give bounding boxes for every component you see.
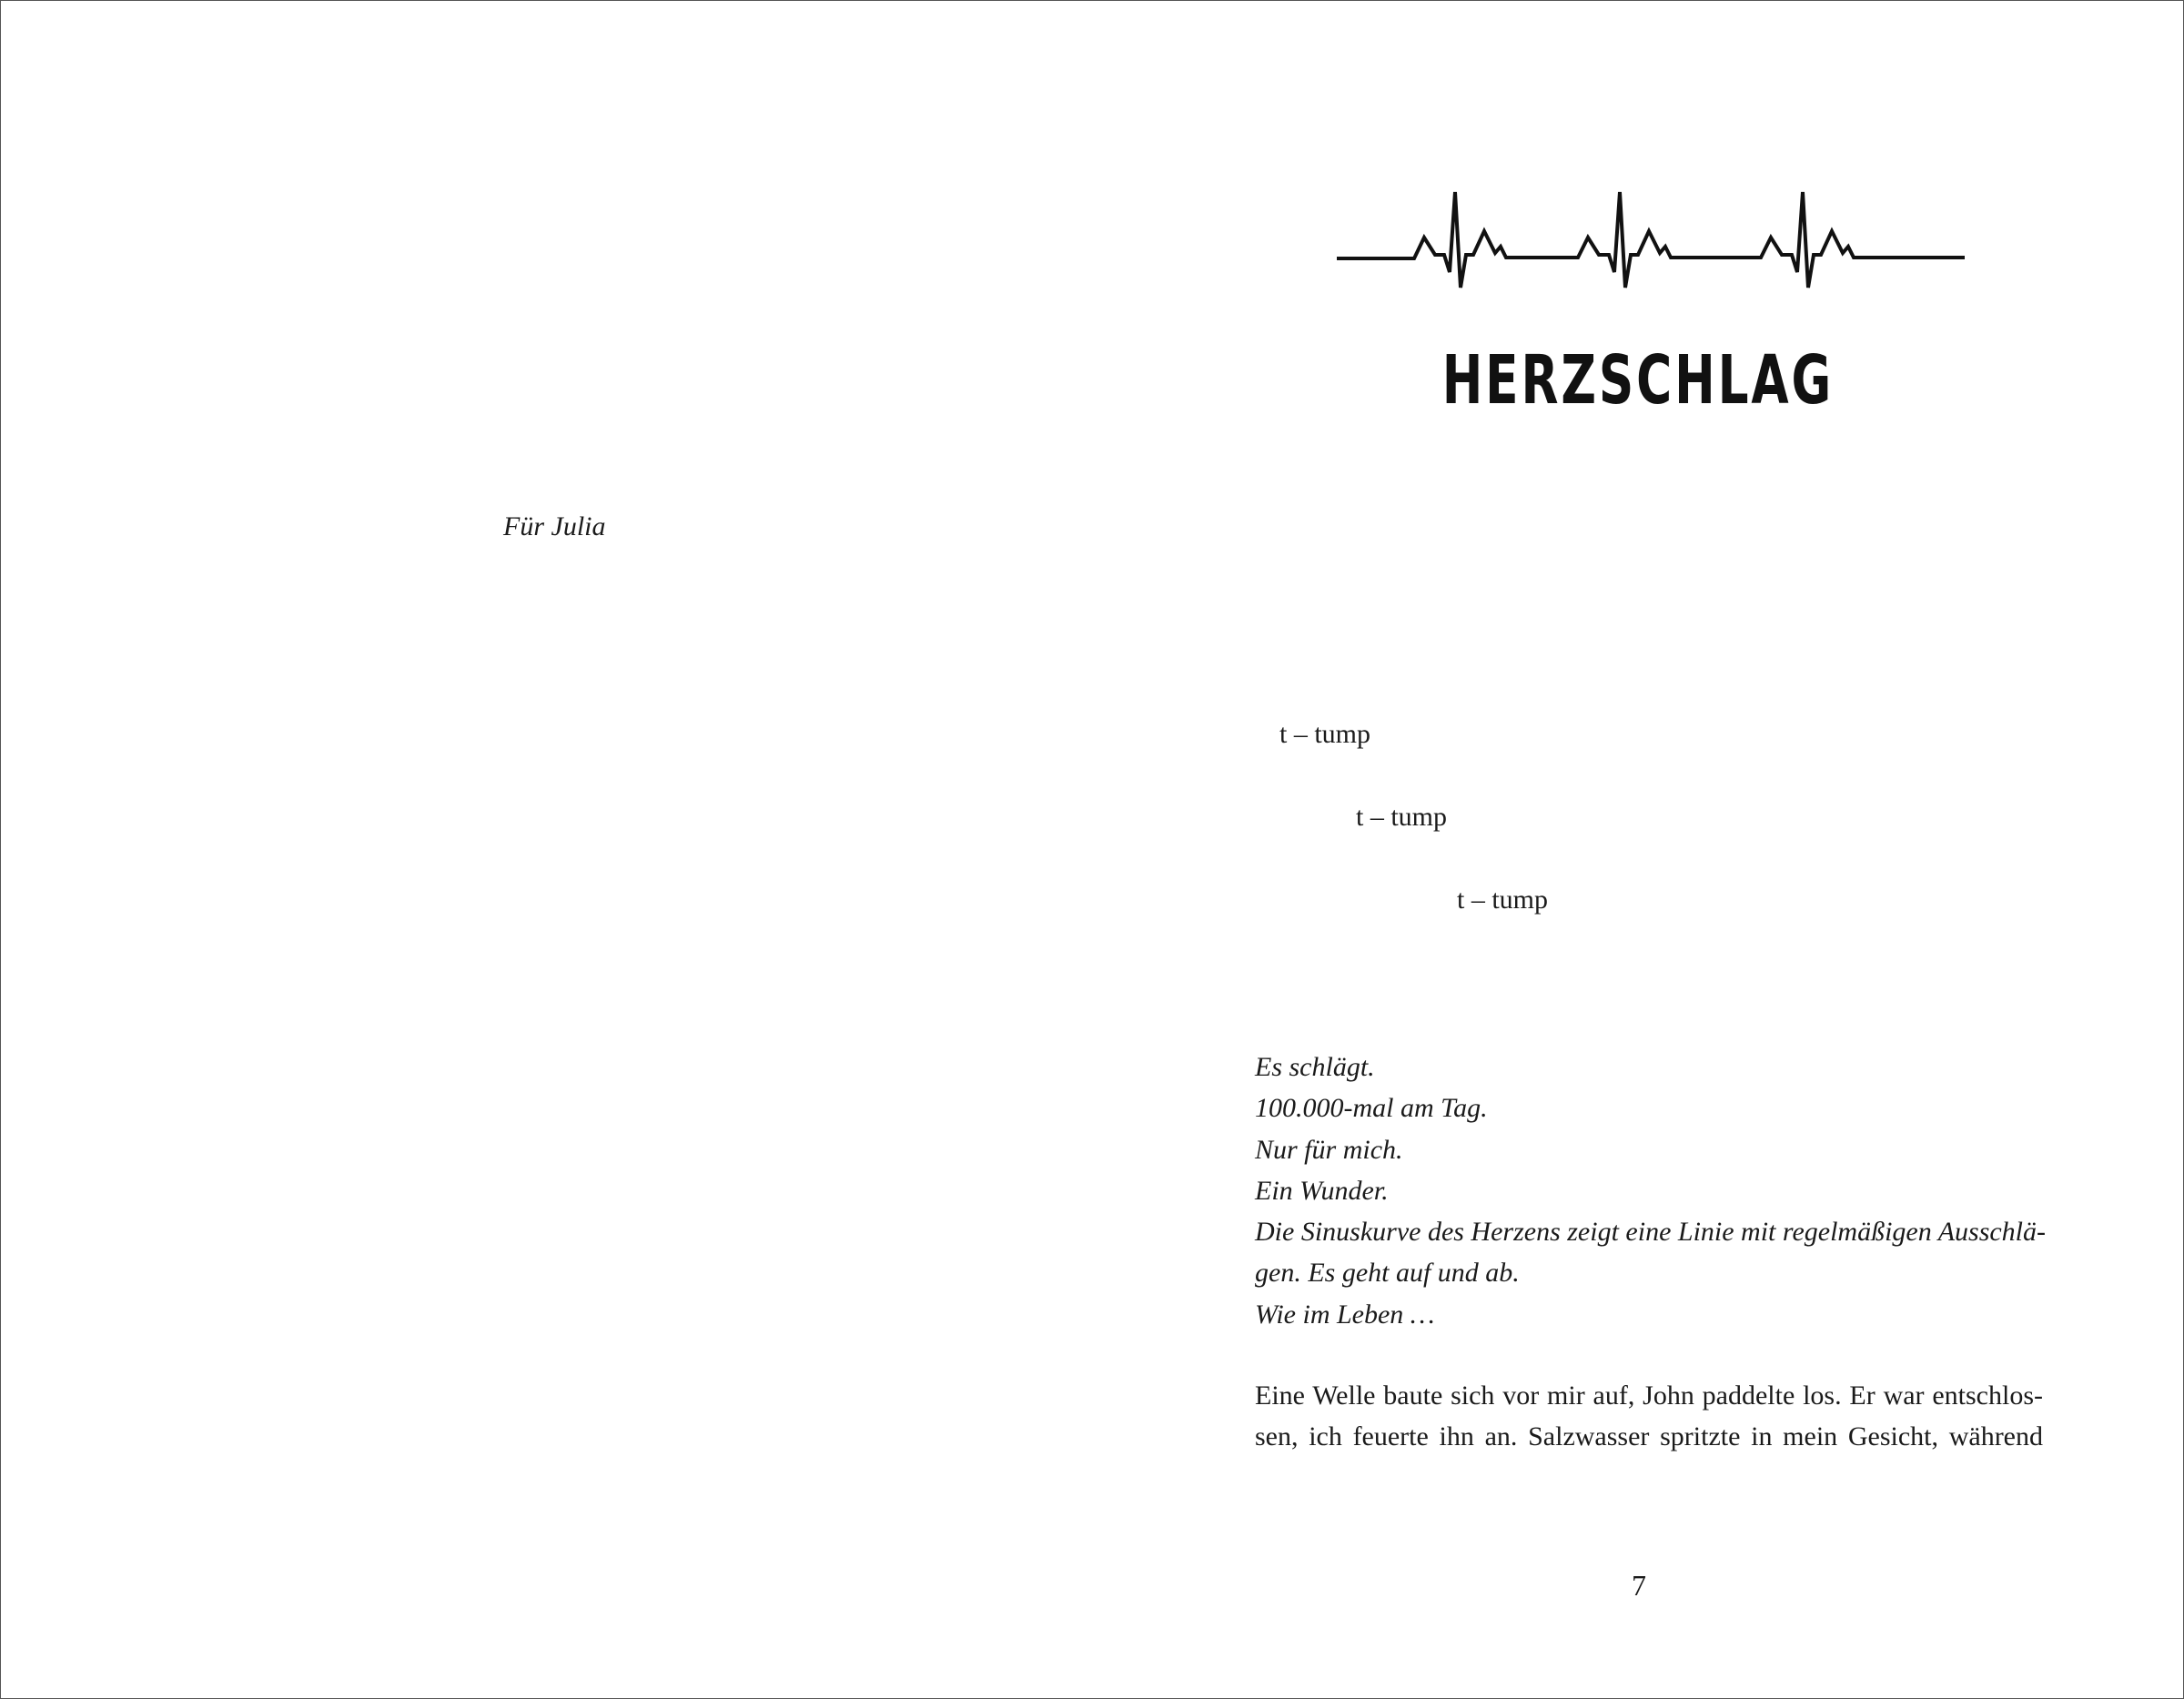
heartbeat-line-icon <box>1337 183 1965 297</box>
page-number-text: 7 <box>1632 1569 1646 1602</box>
heartbeat-text-2: t – tump <box>1356 802 1448 832</box>
prose-line: Eine Welle baute sich vor mir auf, John paddelte los. Er war entschlos- <box>1255 1380 2043 1411</box>
poem-line: 100.000-mal am Tag. <box>1255 1093 1488 1124</box>
chapter-title-text: HERZSCHLAG <box>1441 341 1835 420</box>
heartbeat-text-3: t – tump <box>1457 885 1549 915</box>
dedication: Für Julia <box>503 511 606 541</box>
poem-line: Wie im Leben … <box>1255 1299 1435 1330</box>
body-paragraph <box>1255 1375 2043 1458</box>
heartbeat-text-1: t – tump <box>1279 719 1371 749</box>
poem-line: gen. Es geht auf und ab. <box>1255 1258 1520 1289</box>
right-page <box>1093 1 2183 1698</box>
prose-line: sen, ich feuerte ihn an. Salzwasser spritzte in mein Gesicht, während <box>1255 1421 2043 1452</box>
poem-line: Es schlägt. <box>1255 1052 1375 1082</box>
chapter-title <box>1093 341 2183 420</box>
poem-line: Nur für mich. <box>1255 1134 1403 1165</box>
left-page <box>1 1 1093 1698</box>
italic-poem <box>1255 1047 2047 1335</box>
poem-line: Ein Wunder. <box>1255 1175 1389 1206</box>
poem-line: Die Sinuskurve des Herzens zeigt eine Linie mit regelmäßigen Ausschlä- <box>1255 1217 2047 1248</box>
